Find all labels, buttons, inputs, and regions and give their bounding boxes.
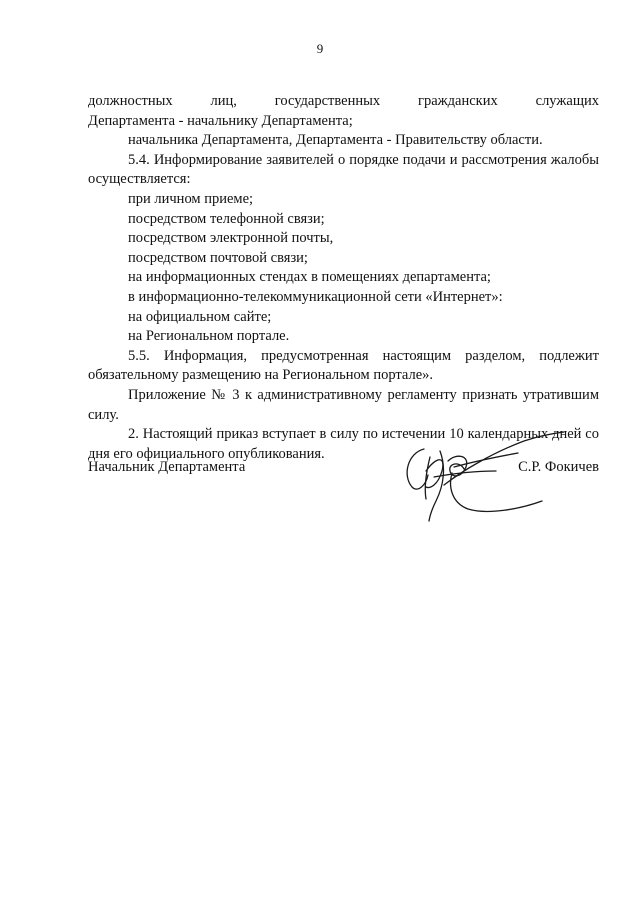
paragraph-head-department: начальника Департамента, Департамента - Правительству области. [128, 132, 543, 149]
paragraph-officials-line-2: Департамента - начальнику Департамента; [88, 112, 353, 129]
list-item-telephone: посредством телефонной связи; [128, 210, 325, 227]
document-body [88, 92, 599, 464]
paragraph-section-5-4: 5.4. Информирование заявителей о порядке подачи и рассмотрения жалобы осуществляется: [88, 151, 599, 188]
list-item-email: посредством электронной почты, [128, 230, 334, 247]
page-number: 9 [316, 41, 324, 56]
paragraph-section-5-5: 5.5. Информация, предусмотренная настоящим разделом, подлежит обязательному размещению на Региональном портале». [88, 347, 599, 384]
signatory-name: С.Р. Фокичев [518, 459, 599, 475]
list-item-regional-portal: на Региональном портале. [128, 328, 290, 345]
paragraph-officials-line-1: должностных лиц, государственных гражданских служащих [88, 93, 599, 109]
list-item-info-stands: на информационных стендах в помещениях департамента; [128, 269, 491, 286]
signature-block [88, 455, 599, 525]
list-item-internet: в информационно-телекоммуникационной сети «Интернет»: [128, 288, 503, 305]
list-item-personal-reception: при личном приеме; [128, 190, 254, 207]
handwritten-signature [396, 427, 576, 527]
list-item-official-site: на официальном сайте; [128, 308, 272, 325]
paragraph-appendix-3: Приложение № 3 к административному регламенту признать утратившим силу. [88, 386, 599, 423]
signatory-title: Начальник Департамента [88, 459, 246, 475]
paragraph-effective-date: 2. Настоящий приказ вступает в силу по истечении 10 календарных дней со дня его официального опубликования. [88, 426, 599, 462]
list-item-postal: посредством почтовой связи; [128, 249, 308, 266]
